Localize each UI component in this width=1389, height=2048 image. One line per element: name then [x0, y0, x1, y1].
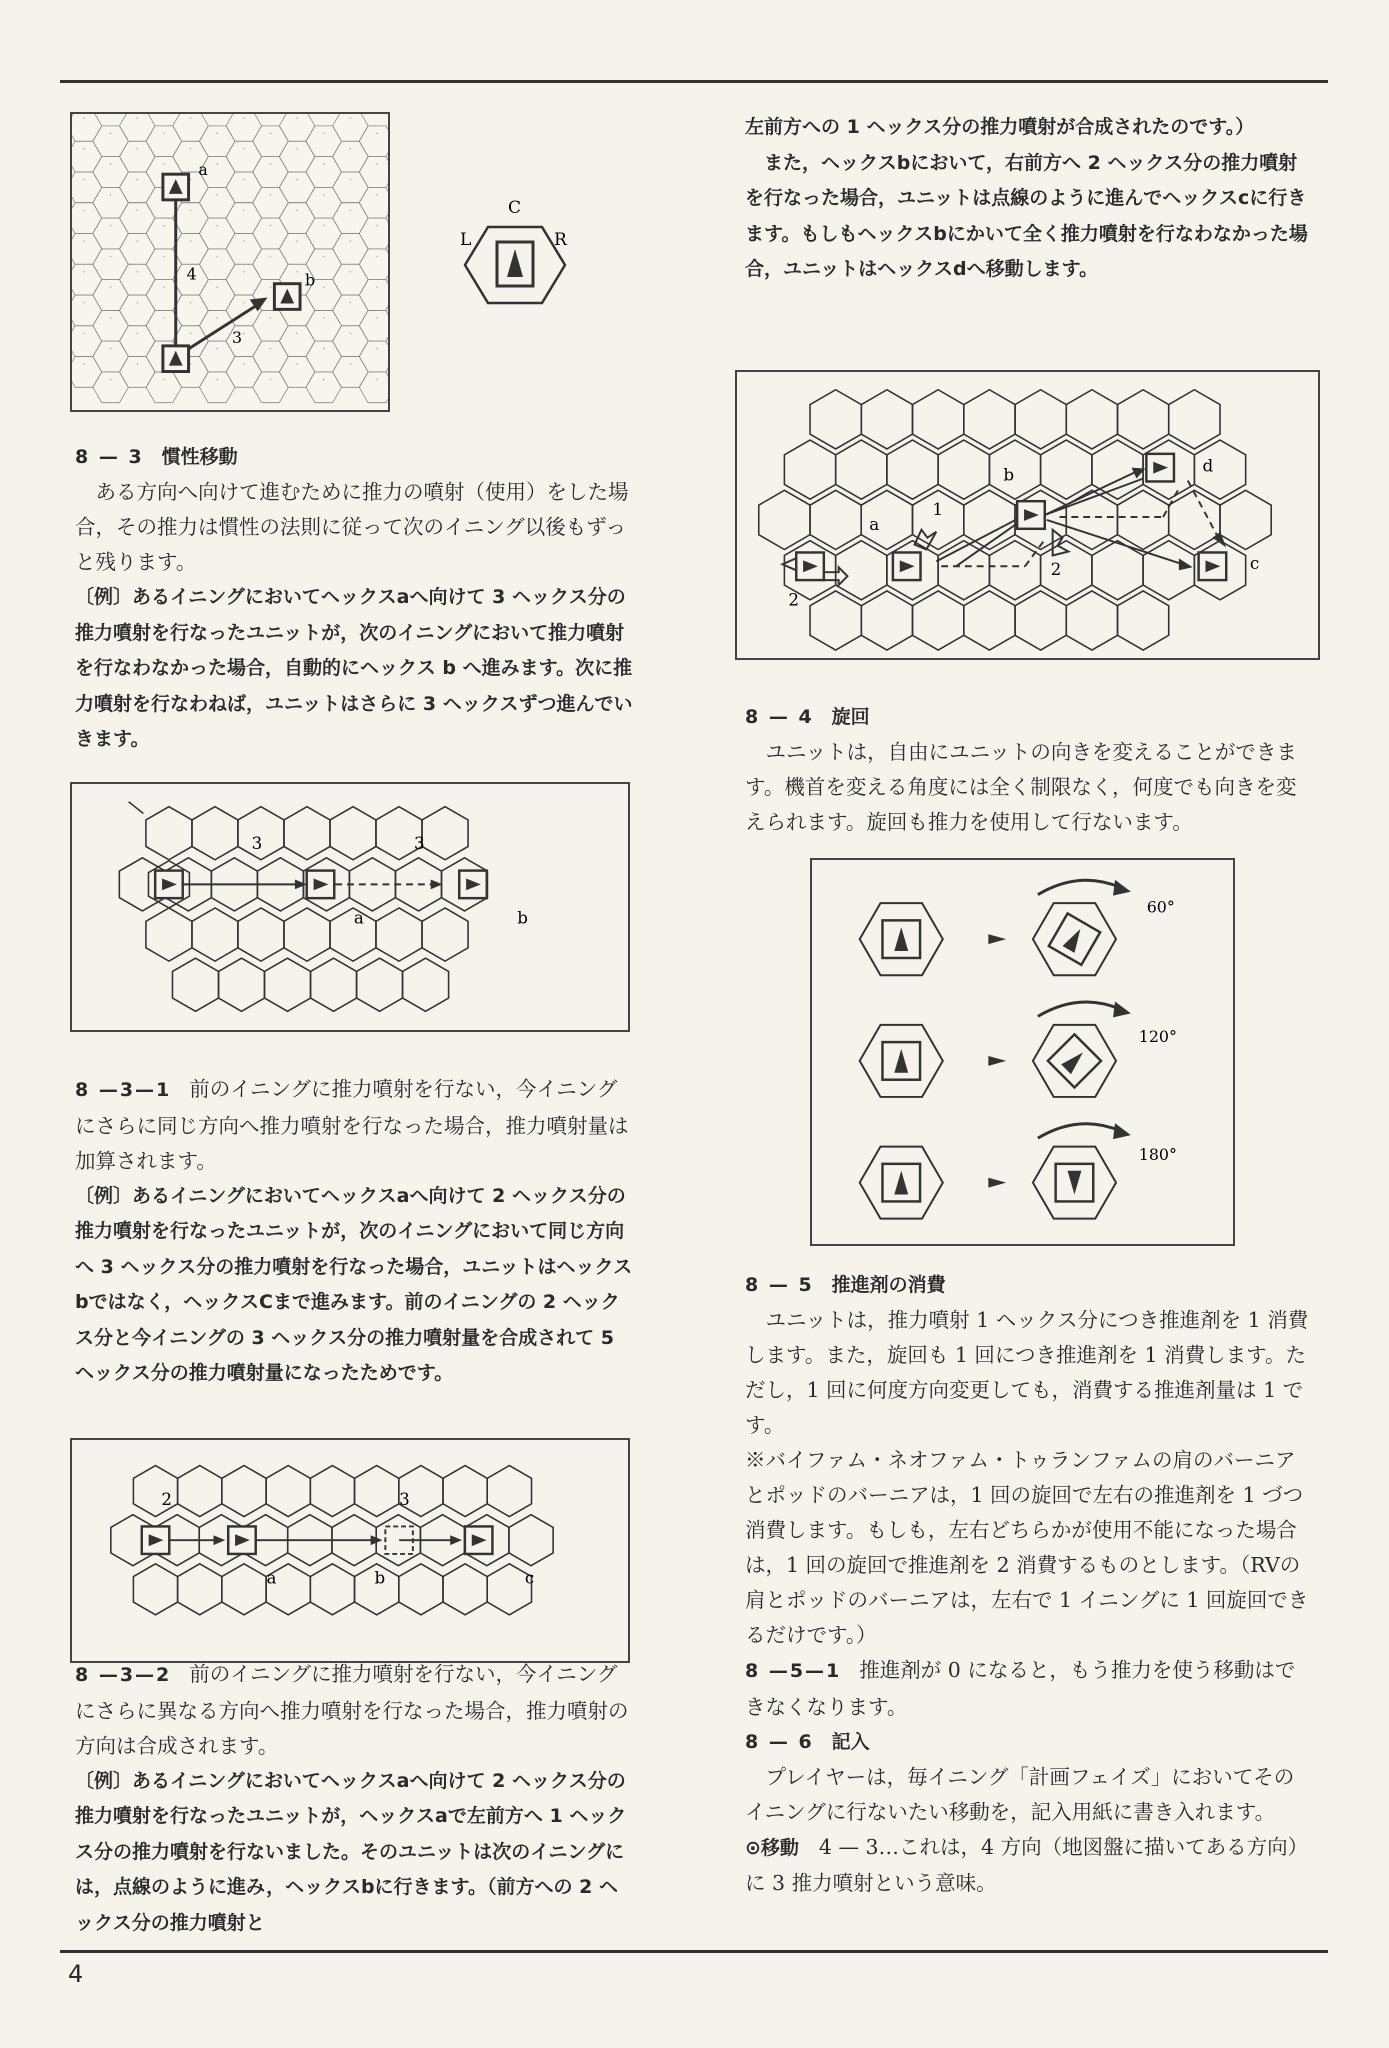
map-hex: [359, 157, 388, 188]
section-8-6-move: ⊙移動 4 — 3…これは，4 方向（地図盤に描いてある方向）に 3 推力噴射という意味。: [745, 1834, 1309, 1895]
map-hex: [72, 357, 102, 388]
section-8-5-heading: 8 — 5 推進剤の消費: [745, 1274, 946, 1296]
map-hex: [93, 280, 129, 311]
map-hex: [333, 326, 369, 357]
accumulate-unit-start: [142, 1526, 170, 1554]
accumulate-unit-a: [228, 1526, 256, 1554]
map-hex: [279, 357, 315, 388]
map-hex: [93, 187, 129, 218]
section-8-4-heading: 8 — 4 旋回: [745, 706, 870, 728]
hex-cell: [422, 908, 468, 961]
map-hex: [226, 141, 262, 172]
map-hex: [333, 233, 369, 264]
rotation-arrow-icon: [988, 934, 1006, 944]
hex-cell: [810, 390, 861, 449]
hex-cell: [836, 541, 887, 600]
hex-cell: [887, 440, 938, 499]
bottom-rule: [60, 1950, 1328, 1953]
combine-unit-a: [893, 552, 921, 580]
inertia-figure: [70, 782, 630, 1032]
map-hex: [279, 141, 315, 172]
hex-cell: [357, 958, 403, 1011]
accumulate-label-b: b: [374, 1568, 386, 1588]
map-hex: [359, 372, 388, 403]
inertia-svg: [72, 784, 628, 1030]
map-hex: [119, 233, 155, 264]
map-unit-b: [274, 284, 300, 310]
direction-combine-svg: [737, 372, 1318, 658]
hex-cell: [178, 1466, 222, 1517]
map-hex: [306, 157, 342, 188]
map-hex: [226, 357, 262, 388]
hex-cell: [964, 390, 1015, 449]
hex-cell: [310, 1466, 354, 1517]
map-hex: [199, 372, 235, 403]
section-8-5: [745, 1268, 1313, 1901]
hex-cell: [938, 440, 989, 499]
hex-cell: [1169, 390, 1220, 449]
map-hex: [333, 141, 369, 172]
map-hex: [93, 157, 129, 188]
inertia-unit-start: [155, 871, 183, 899]
section-8-3-body: ある方向へ向けて進むために推力の噴射（使用）をした場合，その推力は慣性の法則に従って次のイニング以後もずっと残ります。: [75, 480, 629, 574]
hex-cell: [264, 958, 310, 1011]
hex-cell: [222, 1466, 266, 1517]
combine-label-1: 1: [932, 499, 944, 519]
map-hex: [72, 203, 102, 234]
combine-unit-c: [1199, 552, 1227, 580]
hex-cell: [311, 958, 357, 1011]
map-hex: [306, 218, 342, 249]
map-hex: [253, 187, 289, 218]
section-8-3-2-example: 〔例〕あるイニングにおいてヘックスaへ向けて 2 ヘックス分の推力噴射を行なったユニットが，ヘックスaで左前方へ 1 ヘックス分の推力噴射を行ないました。そのユニットは次のイニングには，点線のように進み，ヘックスbに行きます。（前方への 2 ヘックス分の推力噴射と: [75, 1769, 627, 1934]
rotation-arrow-icon: [988, 1056, 1006, 1066]
hex-cell: [284, 908, 330, 961]
map-hex: [359, 310, 388, 341]
section-8-5-body: ユニットは，推力噴射 1 ヘックス分につき推進剤を 1 消費します。また，旋回も 1 回につき推進剤を 1 消費します。ただし，1 回に何度方向変更しても，消費する推進剤量は 1 です。: [745, 1308, 1309, 1437]
map-hex: [93, 218, 129, 249]
continuation-text-2: また，ヘックスbにおいて，右前方へ 2 ヘックス分の推力噴射を行なった場合，ユニットは点線のように進んでヘックスcに行きます。もしもヘックスbにかいて全く推力噴射を行なわなかった場合，ユニットはヘックスdへ移動します。: [745, 151, 1308, 280]
map-hex: [279, 203, 315, 234]
map-label-b: b: [304, 270, 316, 290]
map-hex: [199, 218, 235, 249]
top-rule: [60, 80, 1328, 83]
section-8-6-heading: 8 — 6 記入: [745, 1730, 870, 1753]
hex-cell: [836, 440, 887, 499]
map-hex: [119, 203, 155, 234]
hex-cell: [1041, 440, 1092, 499]
map-hex: [173, 233, 209, 264]
map-hex: [306, 310, 342, 341]
map-hex: [199, 126, 235, 157]
map-hex: [279, 233, 315, 264]
combine-unit-start: [796, 552, 824, 580]
hex-cell: [1143, 541, 1194, 600]
direction-combine-figure: [735, 370, 1320, 660]
hex-cell: [861, 390, 912, 449]
map-hex: [199, 249, 235, 280]
map-hex: [253, 126, 289, 157]
map-hex: [306, 187, 342, 218]
map-hex: [253, 218, 289, 249]
hex-map-svg: [72, 114, 388, 410]
map-hex: [226, 172, 262, 203]
map-hex: [359, 249, 388, 280]
hex-cell: [146, 908, 192, 961]
map-hex: [119, 326, 155, 357]
hex-cell: [1015, 390, 1066, 449]
map-hex: [93, 249, 129, 280]
inertia-unit-b: [459, 871, 487, 899]
rotation-row: [860, 880, 1131, 975]
hex-cell: [1220, 490, 1271, 549]
combine-unit-b: [1017, 501, 1045, 529]
inertia-label-3a: 3: [251, 832, 263, 853]
hex-cell: [810, 591, 861, 650]
map-hex: [199, 187, 235, 218]
section-8-3: [75, 440, 635, 758]
map-hex: [72, 172, 102, 203]
map-hex: [253, 372, 289, 403]
map-hex: [72, 233, 102, 264]
accumulate-svg: [72, 1440, 628, 1661]
rotation-angle-120: 120°: [1138, 1027, 1177, 1047]
combine-unit-d: [1146, 454, 1174, 482]
hex-cell: [1169, 490, 1220, 549]
hex-cell: [310, 1564, 354, 1615]
move-label: ⊙移動: [745, 1836, 799, 1859]
map-hex: [226, 203, 262, 234]
map-hex: [359, 218, 388, 249]
hex-cell: [172, 958, 218, 1011]
section-8-4-body: ユニットは，自由にユニットの向きを変えることができます。機首を変える角度には全く制限なく，何度でも向きを変えられます。旋回も推力を使用して行ないます。: [745, 740, 1297, 834]
hex-cell: [443, 1564, 487, 1615]
map-hex: [306, 341, 342, 372]
hex-cell: [222, 1564, 266, 1615]
hex-cell: [376, 908, 422, 961]
section-8-6-body: プレイヤーは，毎イニング「計画フェイズ」においてそのイニングに行ないたい移動を，記入用紙に書き入れます。: [745, 1764, 1295, 1824]
hex-cell: [1066, 591, 1117, 650]
map-hex: [359, 187, 388, 218]
hex-cell: [355, 1466, 399, 1517]
inertia-label-3b: 3: [413, 832, 425, 853]
hex-cell: [487, 1466, 531, 1517]
map-hex: [146, 372, 182, 403]
map-hex: [253, 249, 289, 280]
hex-cell: [238, 908, 284, 961]
hex-cell: [1015, 591, 1066, 650]
map-hex: [253, 157, 289, 188]
accumulate-label-3: 3: [399, 1489, 410, 1509]
hex-cell: [219, 958, 265, 1011]
map-label-4: 4: [186, 264, 197, 284]
section-8-3-example: 〔例〕あるイニングにおいてヘックスaへ向けて 3 ヘックス分の推力噴射を行なったユニットが，次のイニングにおいて推力噴射を行なわなかった場合，自動的にヘックス b へ進みます。次に推力噴射を行なわねば，ユニットはさらに 3 ヘックスずつ進んでいきます。: [75, 586, 633, 750]
map-hex: [279, 172, 315, 203]
hex-cell: [964, 591, 1015, 650]
combine-label-2a: 2: [788, 589, 800, 610]
rotation-angle-180: 180°: [1138, 1144, 1177, 1164]
right-continuation: [745, 110, 1313, 288]
map-label-a: a: [198, 160, 208, 180]
hex-cell: [1066, 390, 1117, 449]
hex-cell: [913, 390, 964, 449]
hex-cell: [192, 807, 238, 860]
map-hex: [333, 172, 369, 203]
inertia-label-b: b: [517, 907, 528, 928]
hex-cell: [989, 541, 1040, 600]
rotation-row: [860, 1123, 1131, 1218]
hex-cell: [192, 908, 238, 961]
section-8-3-2: [75, 1657, 635, 1941]
accumulate-label-a: a: [266, 1568, 277, 1588]
map-hex: [72, 114, 102, 141]
map-hex: [226, 233, 262, 264]
rotation-arrow-icon: [988, 1178, 1006, 1188]
section-8-3-1-example: 〔例〕あるイニングにおいてヘックスaへ向けて 2 ヘックス分の推力噴射を行なったユニットが，次のイニングにおいて同じ方向へ 3 ヘックス分の推力噴射を行なった場合，ユニットはヘックスbではなく，ヘックスCまで進みます。前のイニングの 2 ヘックス分と今イニングの 3 ヘックス分の推力噴射量を合成されて 5 ヘックス分の推力噴射量になったためです。: [75, 1184, 633, 1384]
orientation-c: C: [508, 198, 522, 218]
orientation-svg: [450, 195, 580, 315]
hex-cell: [1118, 591, 1169, 650]
hex-cell: [1117, 490, 1168, 549]
continuation-text-1: 左前方への 1 ヘックス分の推力噴射が合成されたのです。）: [745, 116, 1255, 138]
map-hex: [199, 341, 235, 372]
map-hex: [173, 203, 209, 234]
hex-map-figure: [70, 112, 390, 412]
map-unit-start: [163, 346, 189, 372]
page-number: 4: [68, 1960, 84, 1988]
accumulate-label-c: c: [524, 1568, 535, 1588]
map-hex: [359, 280, 388, 311]
map-hex: [253, 341, 289, 372]
section-8-4: [745, 700, 1313, 840]
map-hex: [279, 326, 315, 357]
hex-cell: [422, 807, 468, 860]
map-unit-a: [163, 174, 189, 200]
orientation-r: R: [554, 230, 567, 250]
hex-cell: [989, 440, 1040, 499]
map-hex: [199, 310, 235, 341]
rotation-row: [860, 1002, 1131, 1097]
section-8-3-heading: 8 — 3 慣性移動: [75, 446, 238, 468]
map-hex: [333, 264, 369, 295]
map-hex: [119, 172, 155, 203]
map-hex: [253, 310, 289, 341]
hex-cell: [266, 1466, 310, 1517]
rotation-svg: [812, 860, 1233, 1244]
inertia-label-a: a: [353, 907, 364, 928]
map-hex: [199, 280, 235, 311]
section-8-3-1-body: 8 —3—1 前のイニングに推力噴射を行ない，今イニングにさらに同じ方向へ推力噴射を行なった場合，推力噴射量は加算されます。: [75, 1077, 629, 1173]
hex-cell: [133, 1564, 177, 1615]
map-hex: [146, 126, 182, 157]
combine-label-c: c: [1249, 553, 1260, 574]
map-hex: [306, 372, 342, 403]
section-8-3-2-body: 8 —3—2 前のイニングに推力噴射を行ない，今イニングにさらに異なる方向へ推力噴射を行なった場合，推力噴射の方向は合成されます。: [75, 1662, 629, 1758]
map-hex: [173, 295, 209, 326]
section-8-5-note: ※バイファム・ネオファム・トゥランファムの肩のバーニアとポッドのバーニアは，1 回の旋回で左右の推進剤を 1 づつ消費します。もしも，左右どちらかが使用不能になった場合は，1 回の旋回で推進剤を 2 消費するものとします。（RVの肩とポッドのバーニアは，左右で 1 イニングに 1 回旋回できるだけです。）: [745, 1448, 1309, 1647]
map-hex: [119, 141, 155, 172]
section-8-3-1: [75, 1072, 635, 1392]
combine-label-d: d: [1202, 455, 1214, 476]
hex-cell: [399, 1564, 443, 1615]
map-hex: [93, 372, 129, 403]
hex-cell: [1118, 390, 1169, 449]
map-hex: [93, 126, 129, 157]
map-hex: [333, 357, 369, 388]
map-hex: [72, 141, 102, 172]
hex-cell: [330, 807, 376, 860]
hex-cell: [938, 541, 989, 600]
rotation-figure: [810, 858, 1235, 1246]
map-hex: [72, 326, 102, 357]
hex-cell: [964, 490, 1015, 549]
hex-cell: [810, 490, 861, 549]
hex-cell: [178, 1564, 222, 1615]
map-hex: [119, 264, 155, 295]
orientation-figure: [450, 195, 580, 315]
hex-cell: [759, 490, 810, 549]
map-hex: [226, 264, 262, 295]
map-hex: [359, 126, 388, 157]
hex-cell: [443, 1466, 487, 1517]
inertia-unit-a: [307, 871, 335, 899]
hex-cell: [509, 1515, 553, 1566]
map-label-3: 3: [231, 327, 243, 347]
hex-cell: [861, 591, 912, 650]
map-hex: [333, 295, 369, 326]
combine-label-2b: 2: [1050, 559, 1062, 580]
accumulate-unit-c: [465, 1526, 493, 1554]
map-hex: [93, 310, 129, 341]
hex-cell: [784, 440, 835, 499]
hex-cell: [146, 807, 192, 860]
map-hex: [333, 203, 369, 234]
map-hex: [72, 264, 102, 295]
section-8-3-2-heading: 8 —3—2: [75, 1664, 172, 1686]
hex-cell: [403, 958, 449, 1011]
accumulate-figure: [70, 1438, 630, 1663]
hex-cell: [913, 591, 964, 650]
map-hex: [359, 341, 388, 372]
section-8-5-1-heading: 8 —5—1: [745, 1660, 842, 1682]
rotation-angle-60: 60°: [1146, 897, 1175, 917]
combine-label-a: a: [869, 513, 880, 534]
map-hex: [306, 126, 342, 157]
section-8-3-1-heading: 8 —3—1: [75, 1079, 172, 1101]
combine-label-b: b: [1003, 464, 1015, 485]
orientation-l: L: [460, 230, 472, 250]
map-hex: [72, 295, 102, 326]
map-hex: [93, 341, 129, 372]
hex-cell: [284, 807, 330, 860]
map-hex: [119, 295, 155, 326]
accumulate-label-2: 2: [161, 1489, 173, 1509]
section-8-5-1: 8 —5—1 推進剤が 0 になると，もう推力を使う移動はできなくなります。: [745, 1658, 1296, 1719]
map-hex: [119, 357, 155, 388]
